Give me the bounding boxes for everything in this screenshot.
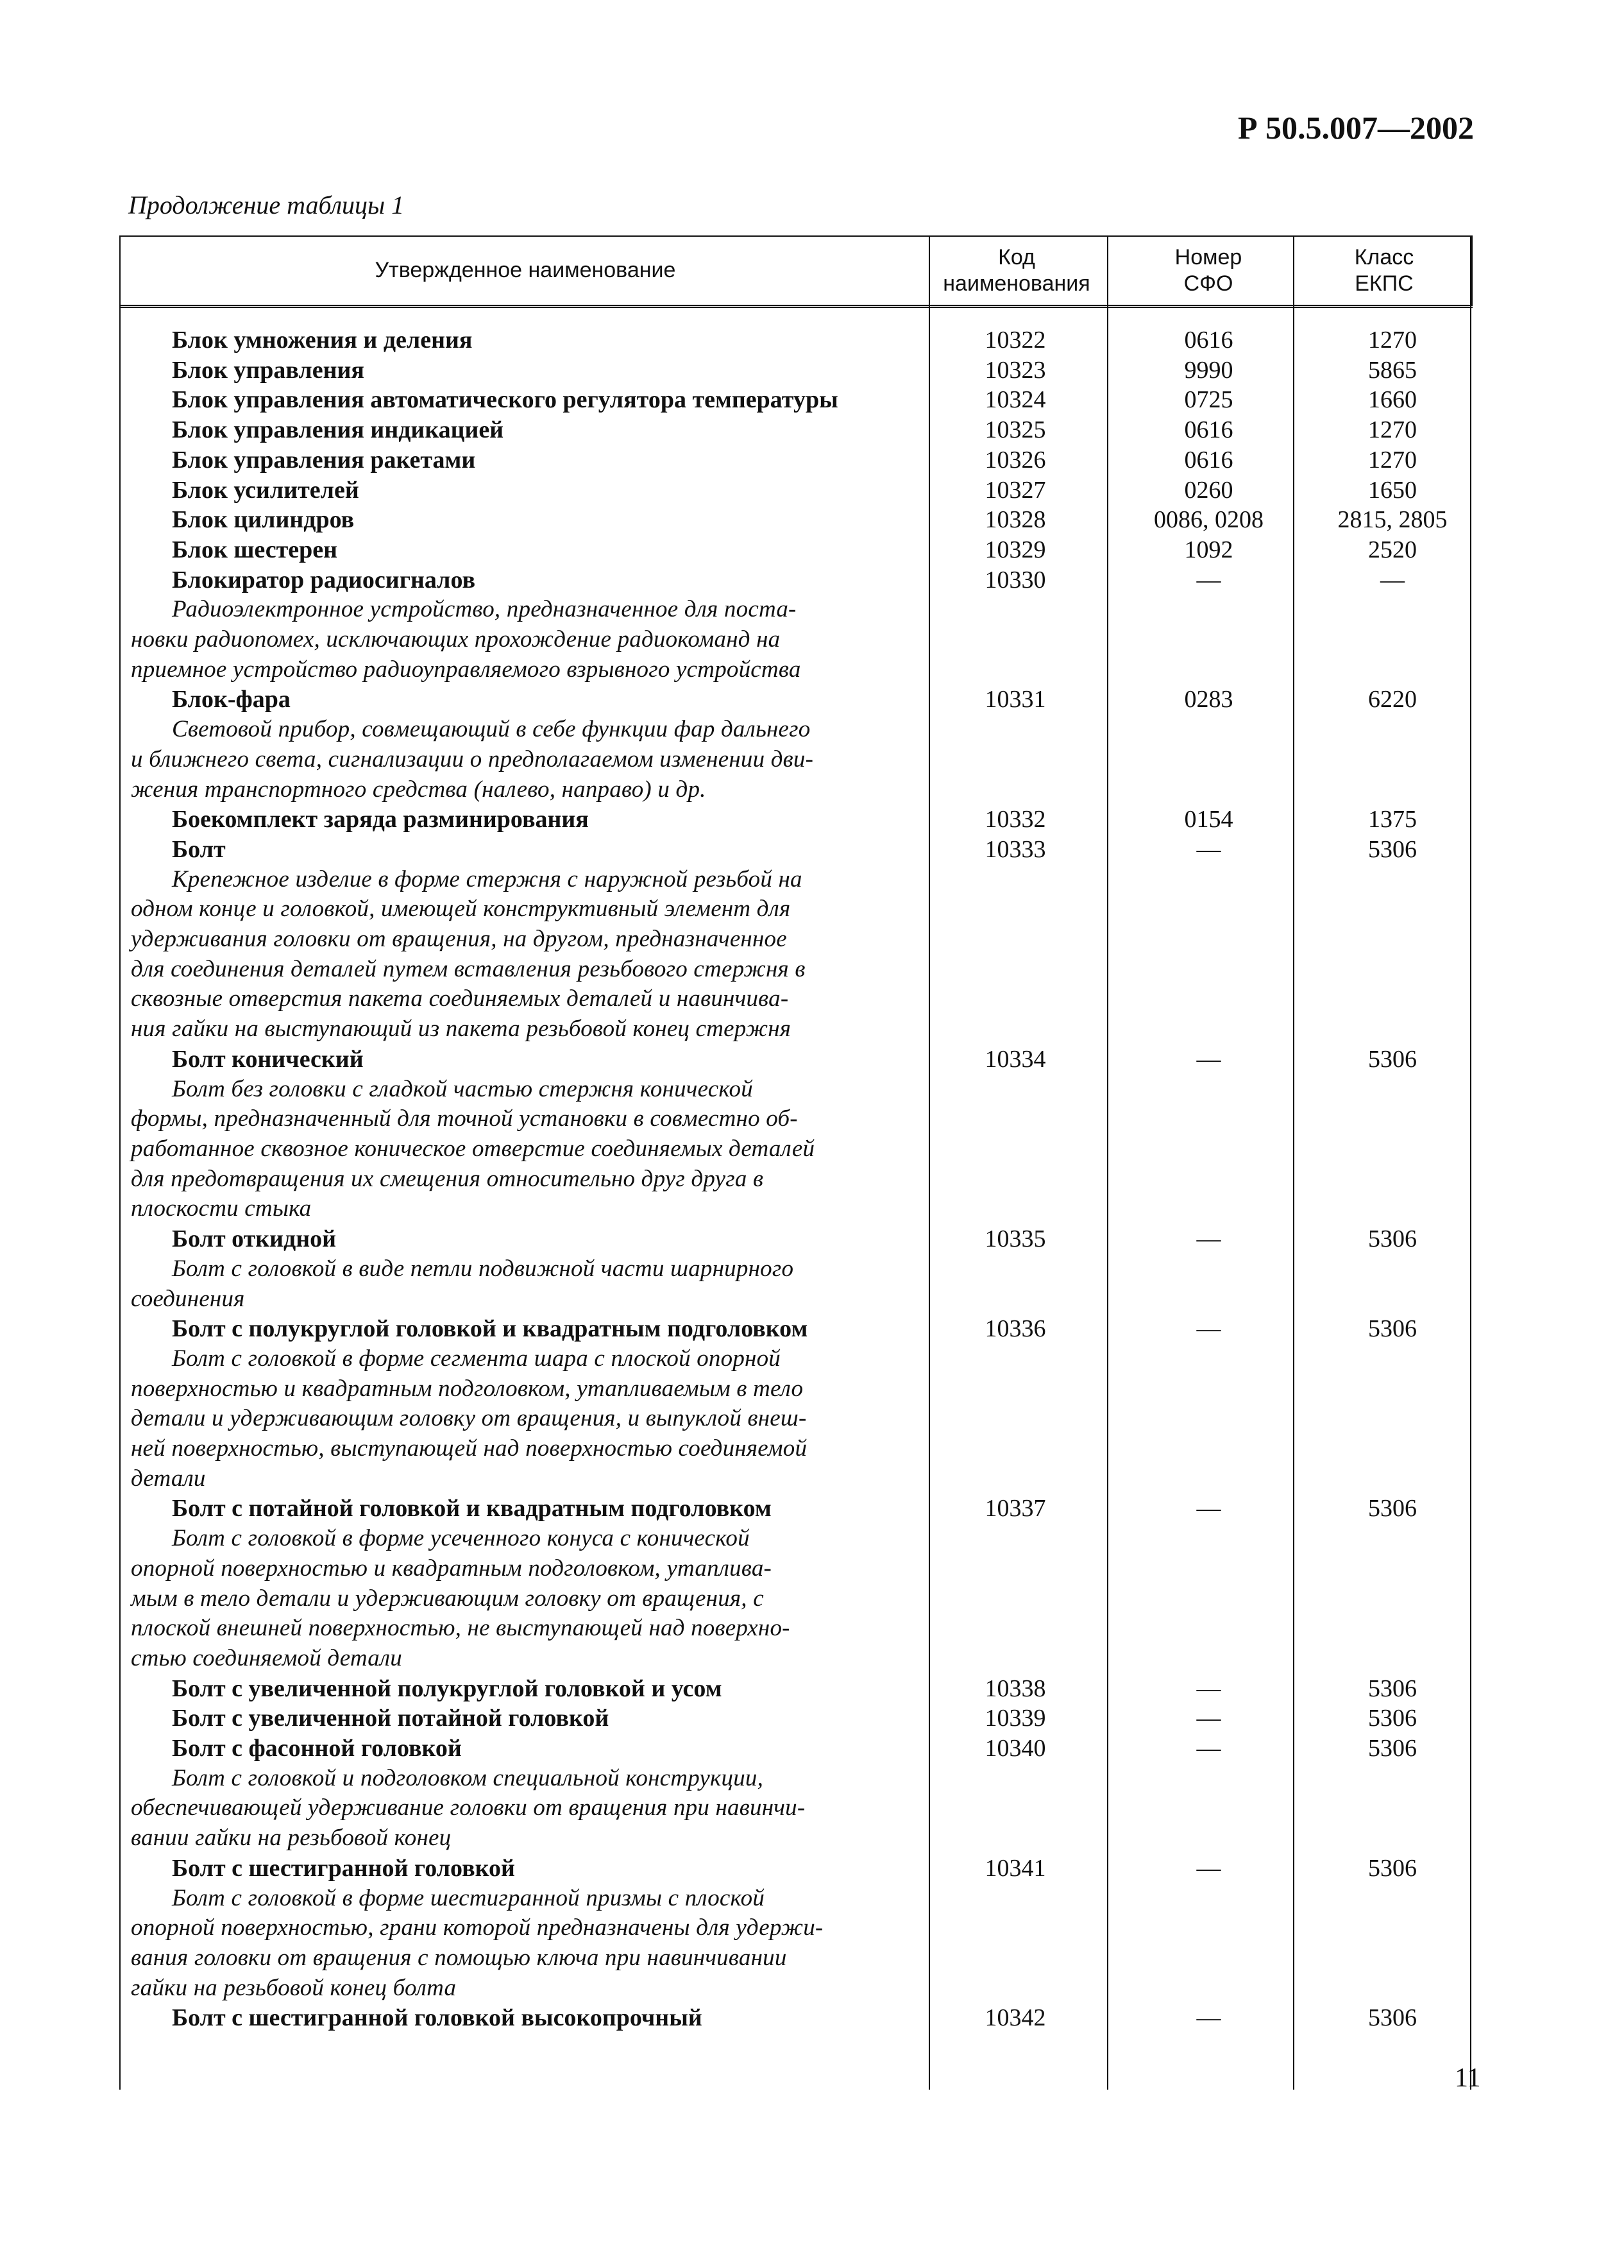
description-line: формы, предназначенный для точной установки в совместно об- [131, 1105, 798, 1132]
item-name: Боекомплект заряда разминирования [172, 806, 589, 833]
table-row [119, 835, 1473, 1044]
item-code: 10341 [985, 1854, 1046, 1882]
table-row [119, 1314, 1473, 1494]
table-row [119, 805, 1473, 835]
sfo-number: — [1196, 1495, 1221, 1522]
ekps-class: 5306 [1368, 2004, 1417, 2032]
sfo-number: — [1196, 1854, 1221, 1882]
item-name: Болт с потайной головкой и квадратным подголовком [172, 1495, 772, 1522]
item-code: 10324 [985, 386, 1046, 414]
description-line: Болт без головки с гладкой частью стержня конической [172, 1075, 753, 1102]
description-line: поверхностью и квадратным подголовком, утапливаемым в тело [131, 1375, 804, 1402]
row-name-cell [119, 1044, 886, 1224]
description-line: жения транспортного средства (налево, направо) и др. [131, 776, 706, 803]
table-row [119, 325, 1473, 355]
ekps-class: 5865 [1368, 356, 1417, 384]
item-name: Болт с шестигранной головкой высокопрочный [172, 2004, 702, 2032]
item-description [119, 1254, 886, 1314]
item-code: 10342 [985, 2004, 1046, 2032]
row-name-cell [119, 1703, 886, 1734]
item-name: Блок-фара [172, 686, 291, 713]
header-rule [119, 307, 1473, 308]
description-line: Крепежное изделие в форме стержня с наружной резьбой на [172, 865, 802, 892]
ekps-class: 2520 [1368, 536, 1417, 563]
item-name: Блок цилиндров [172, 506, 355, 534]
item-description [119, 1344, 886, 1494]
sfo-number: 0725 [1184, 386, 1233, 414]
item-code: 10327 [985, 476, 1046, 504]
table-row [119, 385, 1473, 415]
description-line: одном конце и головкой, имеющей конструктивный элемент для [131, 896, 791, 923]
description-line: ней поверхностью, выступающей над поверхностью соединяемой [131, 1435, 808, 1462]
item-description [119, 715, 886, 805]
item-name: Болт с шестигранной головкой [172, 1854, 515, 1882]
header-ekps: Класс ЕКПС [1354, 244, 1414, 296]
description-line: вания головки от вращения с помощью ключа при навинчивании [131, 1944, 787, 1971]
item-code: 10332 [985, 806, 1046, 833]
table-row [119, 505, 1473, 535]
header-sfo: Номер СФО [1174, 244, 1242, 296]
description-line: ния гайки на выступающий из пакета резьбовой конец стержня [131, 1016, 791, 1043]
table-row [119, 1224, 1473, 1314]
sfo-number: — [1196, 835, 1221, 863]
item-name: Блок усилителей [172, 476, 359, 504]
item-name: Болт с фасонной головкой [172, 1735, 462, 1762]
item-code: 10322 [985, 327, 1046, 354]
item-code: 10333 [985, 835, 1046, 863]
sfo-number: — [1196, 1735, 1221, 1762]
item-code: 10331 [985, 686, 1046, 713]
item-name: Блок управления [172, 356, 364, 384]
row-name-cell [119, 835, 886, 1044]
item-name: Блок шестерен [172, 536, 338, 563]
ekps-class: 1270 [1368, 446, 1417, 473]
description-line: соединения [131, 1285, 245, 1312]
description-line: обеспечивающей удерживание головки от вращения при навинчи- [131, 1795, 806, 1821]
table-row [119, 415, 1473, 445]
item-name: Блок управления индикацией [172, 416, 504, 444]
item-description [119, 595, 886, 685]
row-name-cell [119, 355, 886, 386]
ekps-class: 5306 [1368, 835, 1417, 863]
row-name-cell [119, 505, 886, 535]
sfo-number: 0616 [1184, 416, 1233, 444]
item-code: 10340 [985, 1735, 1046, 1762]
row-name-cell [119, 1224, 886, 1314]
row-name-cell [119, 685, 886, 805]
row-name-cell [119, 325, 886, 355]
item-code: 10330 [985, 566, 1046, 593]
ekps-class: 5306 [1368, 1225, 1417, 1253]
table-body [119, 325, 1473, 2033]
sfo-number: — [1196, 1315, 1221, 1343]
item-name: Блокиратор радиосигналов [172, 566, 476, 593]
description-line: Световой прибор, совмещающий в себе функции фар дальнего [172, 716, 811, 743]
sfo-number: — [1196, 566, 1221, 593]
sfo-number: 9990 [1184, 356, 1233, 384]
description-line: плоской внешней поверхностью, не выступающей над поверхно- [131, 1615, 790, 1642]
row-name-cell [119, 805, 886, 835]
item-name: Болт с увеличенной полукруглой головкой и усом [172, 1675, 722, 1702]
item-name: Блок управления ракетами [172, 446, 476, 473]
document-code: Р 50.5.007—2002 [1238, 110, 1475, 146]
row-name-cell [119, 1734, 886, 1854]
table-row [119, 1494, 1473, 1673]
description-line: стью соединяемой детали [131, 1644, 402, 1671]
description-line: сквозные отверстия пакета соединяемых деталей и навинчива- [131, 985, 789, 1012]
header-name: Утвержденное наименование [375, 258, 676, 283]
row-name-cell [119, 535, 886, 565]
description-line: вании гайки на резьбовой конец [131, 1825, 452, 1852]
ekps-class: 5306 [1368, 1495, 1417, 1522]
item-code: 10328 [985, 506, 1046, 534]
sfo-number: — [1196, 1705, 1221, 1732]
row-name-cell [119, 475, 886, 506]
item-name: Болт конический [172, 1045, 364, 1073]
row-name-cell [119, 565, 886, 685]
row-name-cell [119, 1494, 886, 1673]
row-name-cell [119, 1854, 886, 2004]
item-name: Болт [172, 835, 226, 863]
page-number: 11 [1455, 2063, 1481, 2093]
description-line: Болт с головкой в виде петли подвижной части шарнирного [172, 1255, 794, 1282]
table-row [119, 445, 1473, 475]
table-header [119, 235, 1473, 306]
ekps-class: 1650 [1368, 476, 1417, 504]
row-name-cell [119, 2003, 886, 2033]
table-row [119, 1044, 1473, 1224]
sfo-number: 0260 [1184, 476, 1233, 504]
item-name: Болт с увеличенной потайной головкой [172, 1705, 609, 1732]
description-line: для соединения деталей путем вставления резьбового стержня в [131, 955, 806, 982]
description-line: приемное устройство радиоуправляемого взрывного устройства [131, 656, 801, 683]
table-row [119, 1734, 1473, 1854]
item-code: 10325 [985, 416, 1046, 444]
item-code: 10323 [985, 356, 1046, 384]
item-name: Блок управления автоматического регулятора температуры [172, 386, 838, 414]
table-row [119, 1674, 1473, 1704]
sfo-number: — [1196, 1045, 1221, 1073]
table-row [119, 1854, 1473, 2004]
ekps-class: 5306 [1368, 1675, 1417, 1702]
row-name-cell [119, 445, 886, 475]
ekps-class: 5306 [1368, 1854, 1417, 1882]
description-line: Болт с головкой и подголовком специальной конструкции, [172, 1764, 764, 1791]
item-description [119, 1764, 886, 1854]
row-name-cell [119, 385, 886, 415]
description-line: опорной поверхностью и квадратным подголовком, утаплива- [131, 1555, 772, 1582]
table-row [119, 1703, 1473, 1734]
sfo-number: — [1196, 1225, 1221, 1253]
sfo-number: 1092 [1184, 536, 1233, 563]
description-line: гайки на резьбовой конец болта [131, 1974, 457, 2001]
item-code: 10334 [985, 1045, 1046, 1073]
row-name-cell [119, 1314, 886, 1494]
description-line: Болт с головкой в форме усеченного конуса с конической [172, 1525, 750, 1552]
ekps-class: 5306 [1368, 1315, 1417, 1343]
description-line: Радиоэлектронное устройство, предназначенное для поста- [172, 596, 797, 623]
ekps-class: 1660 [1368, 386, 1417, 414]
description-line: работанное сквозное коническое отверстие соединяемых деталей [131, 1135, 815, 1162]
ekps-class: 1270 [1368, 327, 1417, 354]
item-code: 10326 [985, 446, 1046, 473]
description-line: для предотвращения их смещения относительно друг друга в [131, 1165, 764, 1192]
item-description [119, 865, 886, 1044]
ekps-class: 1375 [1368, 806, 1417, 833]
item-description [119, 1524, 886, 1674]
sfo-number: 0283 [1184, 686, 1233, 713]
item-code: 10337 [985, 1495, 1046, 1522]
sfo-number: 0086, 0208 [1154, 506, 1264, 534]
table-row [119, 2003, 1473, 2033]
table-caption: Продолжение таблицы 1 [128, 191, 405, 219]
ekps-class: — [1380, 566, 1405, 593]
table-row [119, 685, 1473, 805]
description-line: удерживания головки от вращения, на другом, предназначенное [131, 926, 787, 953]
ekps-class: 6220 [1368, 686, 1417, 713]
ekps-class: 1270 [1368, 416, 1417, 444]
ekps-class: 5306 [1368, 1735, 1417, 1762]
description-line: Болт с головкой в форме шестигранной призмы с плоской [172, 1884, 765, 1911]
item-description [119, 1884, 886, 2004]
item-code: 10339 [985, 1705, 1046, 1732]
description-line: мым в тело детали и удерживающим головку от вращения, с [131, 1585, 764, 1612]
sfo-number: 0616 [1184, 327, 1233, 354]
description-line: новки радиопомех, исключающих прохождение радиокоманд на [131, 626, 781, 653]
item-code: 10335 [985, 1225, 1046, 1253]
item-code: 10336 [985, 1315, 1046, 1343]
item-name: Болт с полукруглой головкой и квадратным подголовком [172, 1315, 808, 1343]
sfo-number: 0616 [1184, 446, 1233, 473]
data-table [119, 235, 1473, 2090]
description-line: плоскости стыка [131, 1195, 312, 1222]
description-line: и ближнего света, сигнализации о предполагаемом изменении дви- [131, 746, 814, 772]
header-code: Код наименования [943, 244, 1090, 296]
row-name-cell [119, 1674, 886, 1704]
ekps-class: 2815, 2805 [1337, 506, 1448, 534]
sfo-number: — [1196, 1675, 1221, 1702]
table-row [119, 475, 1473, 506]
item-description [119, 1075, 886, 1225]
sfo-number: — [1196, 2004, 1221, 2032]
ekps-class: 5306 [1368, 1705, 1417, 1732]
item-code: 10329 [985, 536, 1046, 563]
description-line: опорной поверхностью, грани которой предназначены для удержи- [131, 1914, 824, 1941]
item-name: Болт откидной [172, 1225, 337, 1253]
item-code: 10338 [985, 1675, 1046, 1702]
description-line: детали [131, 1465, 206, 1492]
row-name-cell [119, 415, 886, 445]
table-row [119, 355, 1473, 386]
ekps-class: 5306 [1368, 1045, 1417, 1073]
description-line: детали и удерживающим головку от вращения, и выпуклой внеш- [131, 1405, 807, 1432]
description-line: Болт с головкой в форме сегмента шара с плоской опорной [172, 1345, 781, 1372]
table-row [119, 535, 1473, 565]
sfo-number: 0154 [1184, 806, 1233, 833]
item-name: Блок умножения и деления [172, 327, 473, 354]
table-row [119, 565, 1473, 685]
